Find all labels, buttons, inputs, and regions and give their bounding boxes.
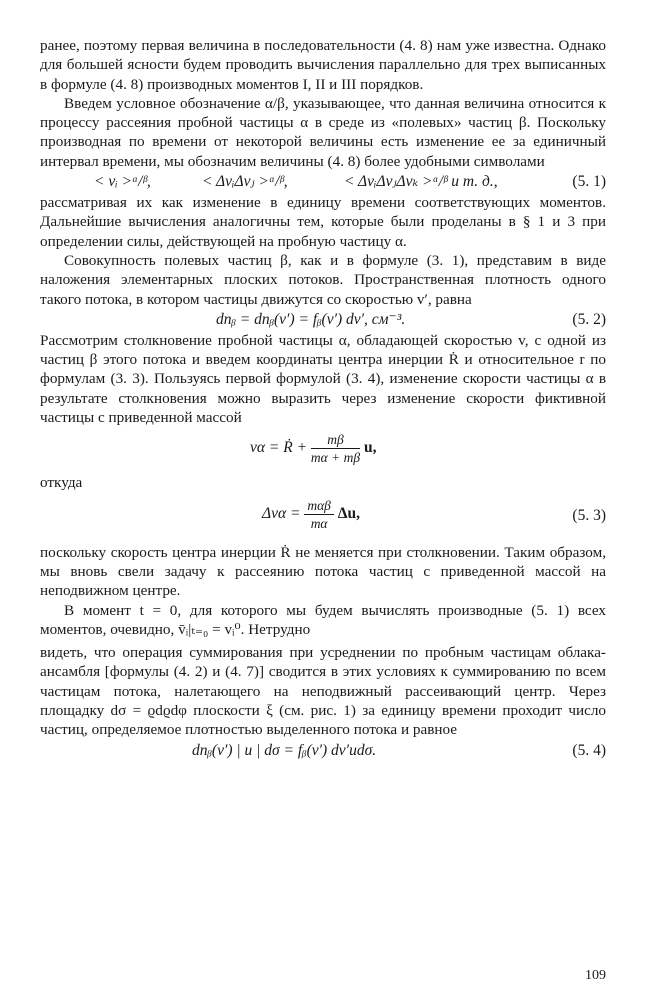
paragraph-8b: видеть, что операция суммирования при усреднении по пробным частицам облака-ансамбля [формулы (4. 2) и (4. 7)] сводится в этих условиях к суммированию по всем частицам потока, налетающего на неподвижный рассеивающий центр. Через площадку dσ = ϱdϱdφ плоскости ξ (см. рис. 1) за единицу времени проходит число частиц, определяемое плотностью выделенного потока и равное [40,644,606,739]
formula-5-1 [40,171,606,193]
formula-va-numerator: mβ [311,431,360,449]
formula-5-3-right: Δu, [337,504,360,522]
paragraph-2: Введем условное обозначение α/β, указывающее, что данная величина относится к процессу рассеяния пробной частицы α в среде из «полевых» частиц β. Поскольку производная по времени от некоторой величины есть изменение ее за единичный интервал времени, мы обозначим величины (4. 8) более удобными символами [40,94,606,170]
paragraph-4: Совокупность полевых частиц β, как и в формуле (3. 1), представим в виде наложения элементарных плоских потоков. Пространственная плотность одного такого потока, в котором частицы движутся со скоростью v′, равна [40,251,606,308]
paragraph-6: откуда [40,474,83,492]
formula-va-fraction [311,431,360,466]
paragraph-1: ранее, поэтому первая величина в последовательности (4. 8) нам уже известна. Однако для большей ясности будем проводить вычисления параллельно для трех выписанных в формуле (4. 8) производных моментов I, II и III порядков. [40,37,606,93]
equation-number-5-1: (5. 1) [572,173,606,191]
formula-5-1-term-3: < ΔvᵢΔvⱼΔvₖ >ᵅ/ᵝ и т. д., [344,173,498,191]
formula-5-3-left: Δvα = [262,504,301,522]
equation-number-5-4: (5. 4) [572,741,606,759]
paragraph-7: поскольку скорость центра инерции Ṙ не меняется при столкновении. Таким образом, мы вновь свели задачу к рассеянию потока частиц с приведенной массой на неподвижном центре. [40,543,606,600]
paragraph-5: Рассмотрим столкновение пробной частицы α, обладающей скоростью v, с одной из частиц β этого потока и введем координаты центра инерции Ṙ и относительное r по формулам (3. 3). Пользуясь первой формулой (3. 4), изменение скорости частицы α в результате столкновения можно выразить через изменение скорости фиктивной частицы с приведенной массой [40,331,606,427]
formula-5-3-fraction [304,497,334,532]
page-number: 109 [585,968,606,983]
formula-5-1-term-2: < ΔvᵢΔvⱼ >ᵅ/ᵝ, [202,173,288,191]
formula-5-4-body: dnᵦ(v′) | u | dσ = fᵦ(v′) dv′udσ. [192,741,377,759]
formula-5-4 [40,740,606,762]
formula-va-denominator: mα + mβ [310,450,361,466]
formula-va-left: vα = Ṙ + [250,439,308,457]
paragraph-8a: В момент t = 0, для которого мы будем вычислять производные (5. 1) всех моментов, очевидно, v̄ᵢ|ₜ₌₀ = vᵢ⁰. Нетрудно [40,601,606,638]
equation-number-5-2: (5. 2) [572,310,606,328]
formula-va-right: u, [363,439,377,457]
formula-5-3-denominator: mα [310,515,328,531]
formula-5-3-numerator: mαβ [304,497,334,515]
book-page [40,36,606,762]
formula-5-3 [40,493,606,539]
formula-5-2-body: dnᵦ = dnᵦ(v′) = fᵦ(v′) dv′, см⁻³. [216,310,406,328]
formula-5-2 [40,309,606,331]
formula-5-1-term-1: < vᵢ >ᵅ/ᵝ, [94,173,151,191]
equation-number-5-3: (5. 3) [572,506,606,524]
paragraph-3: рассматривая их как изменение в единицу времени соответствующих моментов. Дальнейшие вычисления аналогичны тем, которые были проделаны в § 1 и 3 при определении силы, действующей на пробную частицу α. [40,194,606,250]
formula-velocity-alpha [40,427,606,473]
